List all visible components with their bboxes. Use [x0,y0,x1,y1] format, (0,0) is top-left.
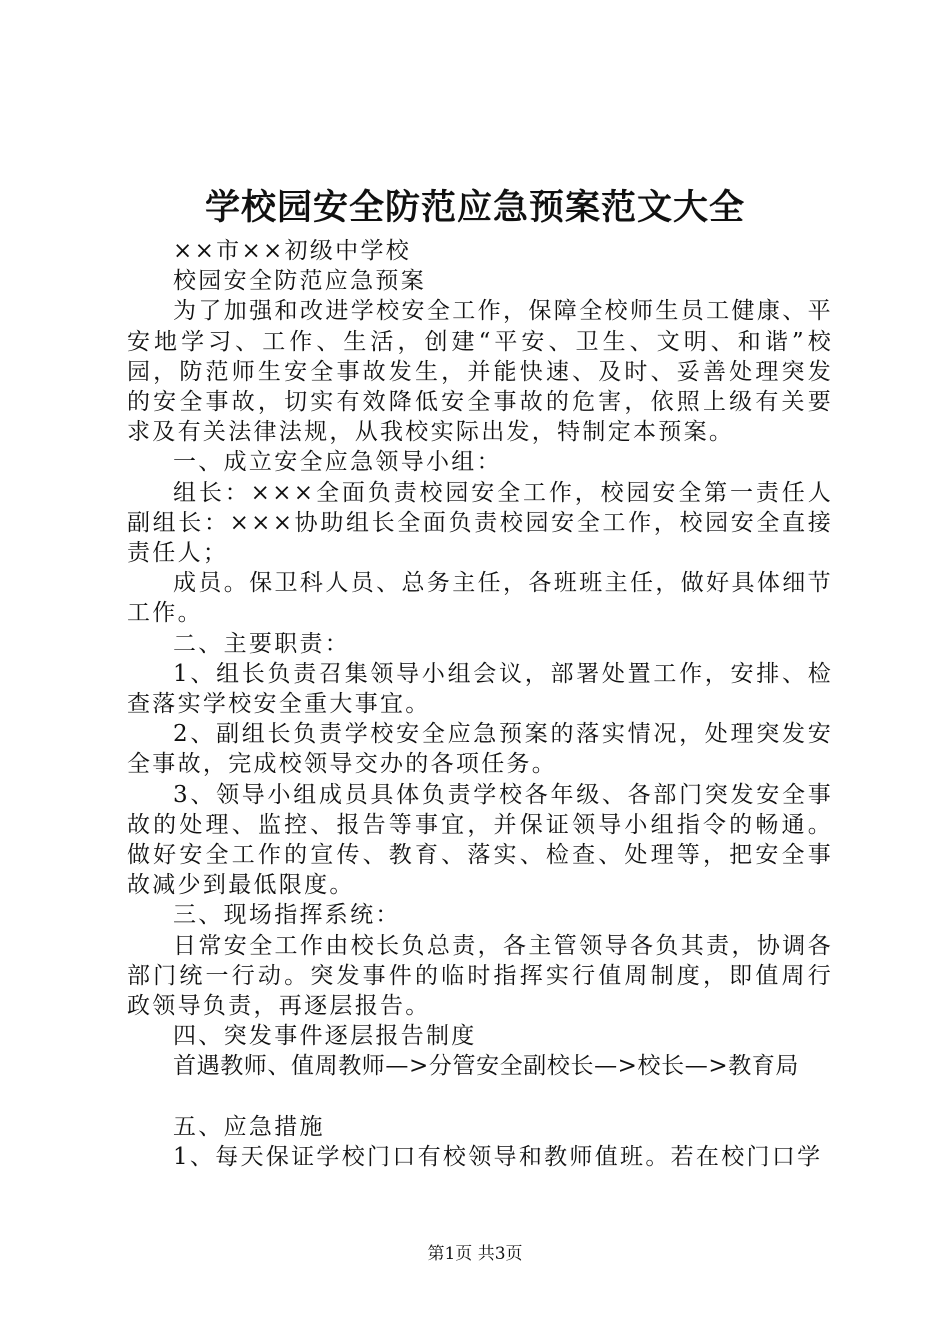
section-heading-3: 三、现场指挥系统： [173,902,401,929]
section-heading-5: 五、应急措施 [173,1113,325,1140]
duty-item-3: 3、领导小组成员具体负责学校各年级、各部门突发安全事故的处理、监控、报告等事宜，并保证领导小组指令的畅通。做好安全工作的宣传、教育、落实、检查、处理等，把安全事故减少到最低限度。 [127,781,833,899]
intro-paragraph: 为了加强和改进学校安全工作，保障全校师生员工健康、平安地学习、工作、生活，创建“平安、卫生、文明、和谐”校园，防范师生安全事故发生，并能快速、及时、妥善处理突发的安全事故，切实有效降低安全事故的危害，依照上级有关要求及有关法律法规，从我校实际出发，特制定本预案。 [127,298,833,446]
duty-item-2: 2、副组长负责学校安全应急预案的落实情况，处理突发安全事故，完成校领导交办的各项任务。 [127,721,833,778]
section-heading-1: 一、成立安全应急领导小组： [173,449,502,476]
school-name-line: ××市××初级中学校 [173,238,412,264]
section-heading-2: 二、主要职责： [173,630,351,657]
members-paragraph: 成员。保卫科人员、总务主任，各班班主任，做好具体细节工作。 [127,570,833,627]
plan-name-line: 校园安全防范应急预案 [173,268,426,295]
command-paragraph: 日常安全工作由校长负总责，各主管领导各负其责，协调各部门统一行动。突发事件的临时指挥实行值周制度，即值周行政领导负责，再逐层报告。 [127,932,833,1020]
document-title: 学校园安全防范应急预案范文大全 [204,187,745,228]
leader-paragraph: 组长：×××全面负责校园安全工作，校园安全第一责任人副组长：×××协助组长全面负责校园安全工作，校园安全直接责任人； [127,479,833,567]
blank-line [127,1082,833,1112]
document-body [127,236,833,1172]
page-number-footer: 第1页 共3页 [427,1244,523,1264]
section-heading-4: 四、突发事件逐层报告制度 [173,1023,477,1050]
duty-item-1: 1、组长负责召集领导小组会议，部署处置工作，安排、检查落实学校安全重大事宜。 [127,660,833,718]
report-chain-line: 首遇教师、值周教师—>分管安全副校长—>校长—>教育局 [173,1053,800,1080]
measure-item-1: 1、每天保证学校门口有校领导和教师值班。若在校门口学 [173,1143,823,1170]
